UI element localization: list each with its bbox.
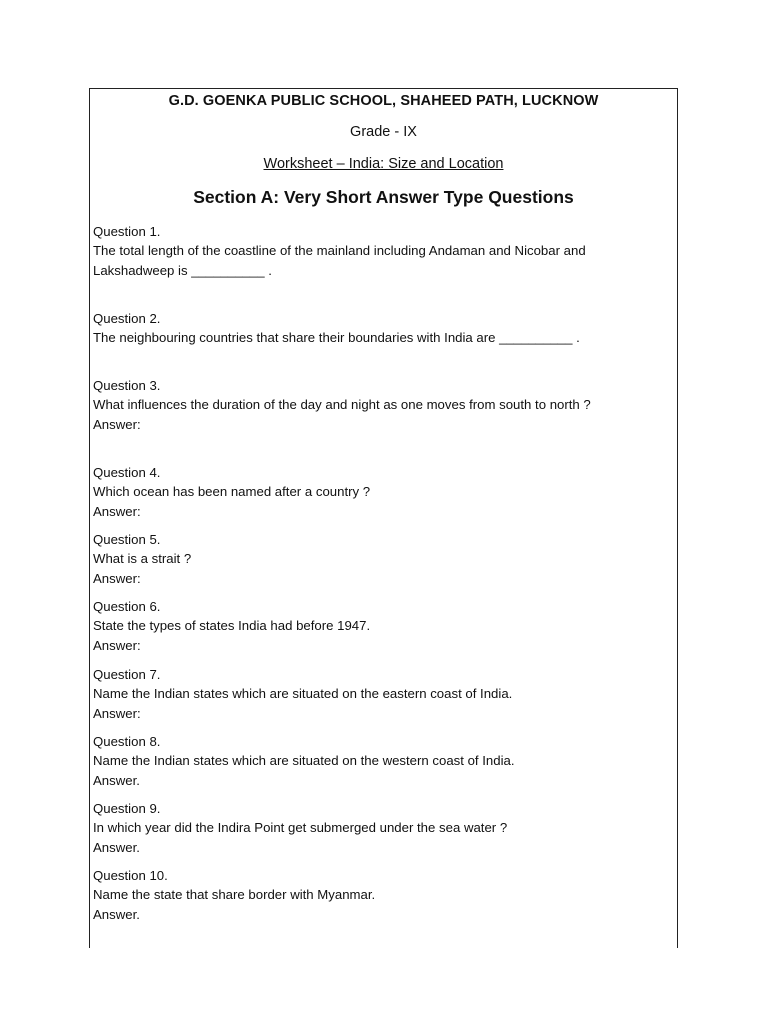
question-7 (93, 665, 669, 723)
answer-label: Answer. (93, 772, 140, 788)
question-label: Question 10. (93, 868, 168, 883)
question-text: Lakshadweep is __________ . (93, 262, 272, 278)
question-label: Question 5. (93, 532, 161, 547)
question-text: What is a strait ? (93, 551, 192, 567)
worksheet-page (89, 88, 678, 948)
question-label: Question 3. (93, 378, 161, 393)
school-name: G.D. GOENKA PUBLIC SCHOOL, SHAHEED PATH, LUCKNOW (168, 93, 599, 109)
question-text: Name the state that share border with Myanmar. (93, 887, 376, 903)
question-label: Question 6. (93, 599, 161, 614)
answer-label: Answer: (93, 637, 141, 653)
question-3 (93, 376, 669, 434)
question-10 (93, 866, 669, 924)
worksheet-title (90, 156, 677, 172)
question-label: Question 7. (93, 667, 161, 682)
question-1 (93, 222, 669, 280)
answer-label: Answer: (93, 416, 141, 432)
worksheet-title-text: Worksheet – India: Size and Location (263, 156, 504, 172)
answer-label: Answer: (93, 570, 141, 586)
question-4 (93, 463, 669, 521)
question-text: In which year did the Indira Point get submerged under the sea water ? (93, 820, 508, 836)
question-9 (93, 799, 669, 857)
question-text: What influences the duration of the day and night as one moves from south to north ? (93, 397, 591, 413)
question-text: State the types of states India had before 1947. (93, 618, 371, 634)
question-text: Name the Indian states which are situated on the western coast of India. (93, 753, 515, 769)
grade-label: Grade - IX (350, 124, 417, 140)
question-label: Question 1. (93, 224, 161, 239)
question-5 (93, 530, 669, 588)
question-2 (93, 309, 669, 348)
answer-label: Answer: (93, 503, 141, 519)
question-text: Which ocean has been named after a country ? (93, 484, 371, 500)
question-label: Question 2. (93, 311, 161, 326)
answer-label: Answer. (93, 839, 140, 855)
question-6 (93, 597, 669, 655)
question-text: The total length of the coastline of the mainland including Andaman and Nicobar and (93, 243, 586, 259)
question-text: Name the Indian states which are situated on the eastern coast of India. (93, 686, 513, 702)
answer-label: Answer: (93, 705, 141, 721)
question-label: Question 8. (93, 734, 161, 749)
question-text: The neighbouring countries that share their boundaries with India are __________ . (93, 330, 580, 346)
question-label: Question 9. (93, 801, 161, 816)
question-label: Question 4. (93, 465, 161, 480)
question-8 (93, 732, 669, 790)
answer-label: Answer. (93, 906, 140, 922)
section-title: Section A: Very Short Answer Type Questions (193, 187, 574, 207)
